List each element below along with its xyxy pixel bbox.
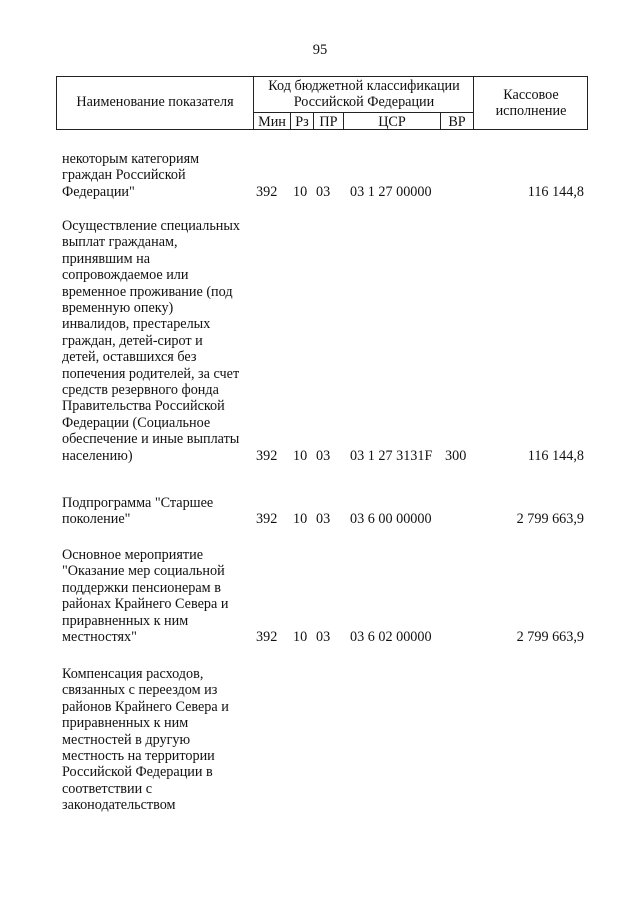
cell-csr: 03 6 00 00000: [350, 511, 432, 528]
header-name-column: Наименование показателя: [76, 94, 234, 110]
row-name-line: обеспечение и иные выплаты: [62, 431, 240, 448]
row-name-line: Подпрограмма "Старшее: [62, 495, 214, 511]
row-name-line: некоторым категориям: [62, 151, 200, 167]
cell-amount: 2 799 663,9: [516, 511, 584, 528]
cell-amount: 2 799 663,9: [516, 629, 584, 645]
cell-amount: 116 144,8: [527, 183, 584, 200]
row-name-line: средств резервного фонда: [62, 382, 219, 398]
row-name-line: граждан Российской: [62, 167, 186, 184]
row-name-line: приравненных к ним: [62, 715, 189, 732]
row-name-line: связанных с переездом из: [62, 682, 218, 699]
header-rz: Рз: [295, 114, 309, 130]
cell-min: 392: [256, 183, 278, 200]
row-name-line: принявшим на: [62, 250, 151, 267]
cell-amount: 116 144,8: [527, 447, 584, 464]
row-name-line: Компенсация расходов,: [62, 666, 204, 682]
cell-pr: 03: [316, 511, 331, 528]
header-min: Мин: [258, 114, 286, 130]
row-name-line: инвалидов, престарелых: [62, 316, 211, 333]
row-name-line: Российской Федерации в: [62, 764, 213, 781]
row-name-line: законодательством: [62, 797, 176, 814]
row-name-line: соответствии с: [62, 780, 153, 797]
header-amount-line2: исполнение: [495, 103, 567, 119]
header-vr: ВР: [448, 114, 466, 130]
row-name-line: Федерации (Социальное: [62, 414, 211, 431]
cell-rz: 10: [293, 183, 308, 200]
row-name-line: Правительства Российской: [62, 398, 225, 415]
cell-pr: 03: [316, 447, 331, 464]
row-name-line: попечения родителей, за счет: [62, 365, 240, 382]
row-name-line: сопровождаемое или: [62, 267, 189, 284]
row-name-line: временную опеку): [62, 300, 174, 316]
cell-min: 392: [256, 629, 278, 645]
cell-rz: 10: [293, 511, 308, 528]
cell-vr: 300: [445, 447, 467, 464]
row-name-line: Осуществление специальных: [62, 218, 241, 234]
header-csr: ЦСР: [378, 114, 406, 130]
page-number: 95: [312, 42, 328, 58]
row-name-line: Основное мероприятие: [62, 547, 203, 563]
cell-csr: 03 1 27 3131F: [350, 447, 433, 464]
row-name-line: временное проживание (под: [62, 283, 233, 300]
row-name-line: детей, оставшихся без: [62, 349, 197, 366]
row-name-line: местностей в другую: [62, 731, 191, 748]
row-name-line: "Оказание мер социальной: [62, 563, 225, 580]
cell-pr: 03: [316, 183, 331, 200]
row-name-line: местностях": [62, 629, 137, 645]
cell-csr: 03 1 27 00000: [350, 183, 432, 200]
header-code-group-line2: Российской Федерации: [293, 94, 435, 110]
row-name-line: граждан, детей-сирот и: [62, 332, 203, 349]
cell-min: 392: [256, 447, 278, 464]
header-code-group-line1: Код бюджетной классификации: [268, 78, 460, 94]
cell-min: 392: [256, 511, 278, 528]
cell-pr: 03: [316, 629, 331, 645]
row-name-line: местность на территории: [62, 748, 215, 764]
row-name-line: районах Крайнего Севера и: [62, 596, 229, 613]
row-name-line: районов Крайнего Севера и: [62, 698, 229, 715]
row-name-line: поддержки пенсионерам в: [62, 579, 221, 596]
cell-rz: 10: [293, 447, 308, 464]
header-amount-line1: Кассовое: [503, 87, 559, 103]
row-name-line: выплат гражданам,: [62, 234, 178, 251]
row-name-line: населению): [62, 447, 133, 464]
header-pr: ПР: [319, 114, 338, 130]
cell-rz: 10: [293, 629, 308, 645]
row-name-line: Федерации": [62, 183, 135, 200]
row-name-line: приравненных к ним: [62, 612, 189, 629]
row-name-line: поколение": [62, 511, 131, 528]
cell-csr: 03 6 02 00000: [350, 629, 432, 645]
